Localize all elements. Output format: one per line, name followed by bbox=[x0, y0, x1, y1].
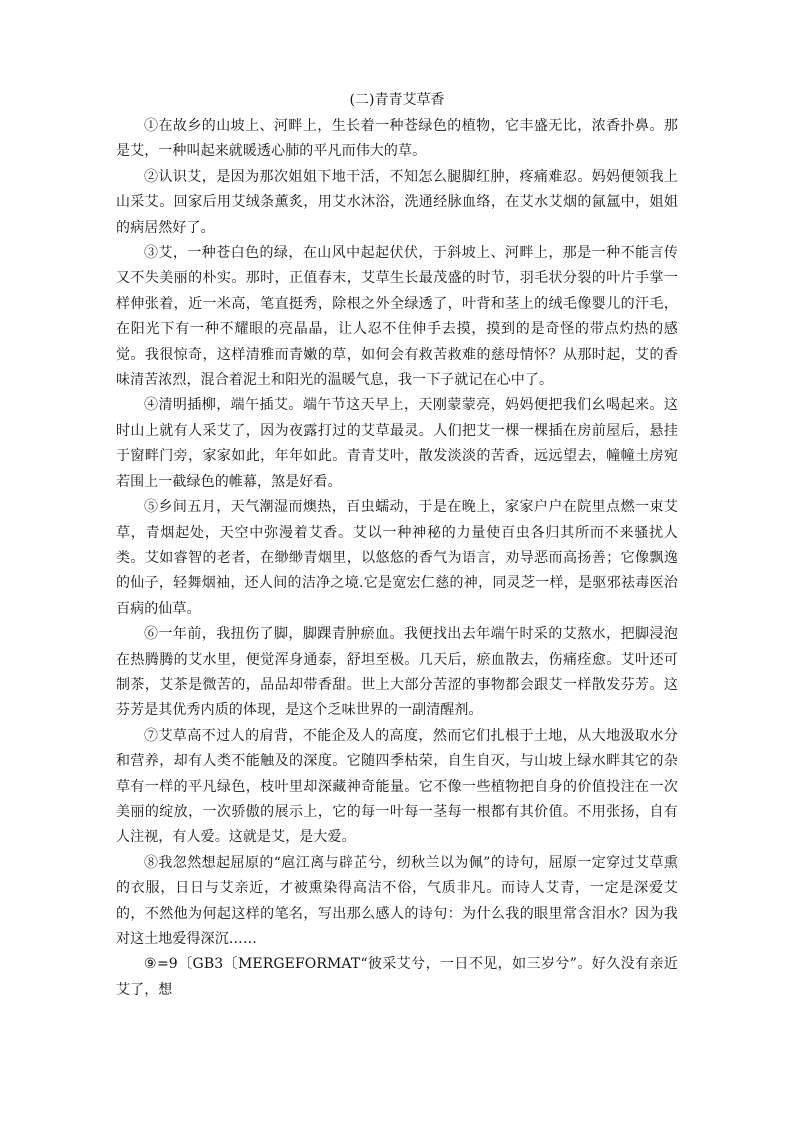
paragraph-3: ③艾，一种苍白色的绿，在山风中起起伏伏，于斜坡上、河畔上，那是一种不能言传又不失美丽的朴实。那时，正值春末，艾草生长最茂盛的时节，羽毛状分裂的叶片手掌一样伸张着，近一米高，笔直挺秀，除根之外全绿透了，叶背和茎上的绒毛像婴儿的汗毛，在阳光下有一种不耀眼的亮晶晶，让人忍不住伸手去摸，摸到的是奇怪的带点灼热的感觉。我很惊奇，这样清雅而青嫩的草，如何会有救苦救难的慈母情怀？从那时起，艾的香味清苦浓烈，混合着泥土和阳光的温暖气息，我一下子就记在心中了。 bbox=[116, 245, 678, 389]
article-title: (二)青青艾草香 bbox=[349, 92, 445, 108]
paragraph-2: ②认识艾，是因为那次姐姐下地干活，不知怎么腿脚红肿，疼痛难忍。妈妈便领我上山采艾。回家后用艾绒条薰炙，用艾水沐浴，洗通经脉血络，在艾水艾烟的氤氲中，姐姐的病居然好了。 bbox=[116, 168, 678, 236]
paragraph-1: ①在故乡的山坡上、河畔上，生长着一种苍绿色的植物，它丰盛无比，浓香扑鼻。那是艾，一种叫起来就暖透心肺的平凡而伟大的草。 bbox=[116, 118, 678, 160]
paragraph-5: ⑤乡间五月，天气潮湿而燠热，百虫蠕动，于是在晚上，家家户户在院里点燃一束艾草，青烟起处，天空中弥漫着艾香。艾以一种神秘的力量使百虫各归其所而不来骚扰人类。艾如睿智的老者，在缈缈青烟里，以悠悠的香气为语言，劝导恶而高扬善；它像飘逸的仙子，轻舞烟袖，还人间的洁净之境.它是宽宏仁慈的神，同灵芝一样，是驱邪祛毒医治百病的仙草。 bbox=[116, 499, 678, 617]
document-page bbox=[116, 90, 678, 1003]
paragraph-9: ⑨=9〔GB3〔MERGEFORMAT“彼采艾兮，一日不见，如三岁兮”。好久没有亲近艾了，想 bbox=[116, 956, 678, 998]
paragraph-7: ⑦艾草高不过人的肩背，不能企及人的高度，然而它们扎根于土地，从大地汲取水分和营养，却有人类不能触及的深度。它随四季枯荣，自生自灭，与山坡上绿水畔其它的杂草有一样的平凡绿色，枝叶里却深藏神奇能量。它不像一些植物把自身的价值投注在一次美丽的绽放，一次骄傲的展示上，它的每一叶每一茎每一根都有其价值。不用张扬，自有人注视，有人爱。这就是艾，是大爱。 bbox=[116, 727, 678, 846]
paragraph-4: ④清明插柳，端午插艾。端午节这天早上，天刚蒙蒙亮，妈妈便把我们幺喝起来。这时山上就有人采艾了，因为夜露打过的艾草最灵。人们把艾一棵一棵插在房前屋后，悬挂于窗畔门旁，家家如此，年年如此。青青艾叶，散发淡淡的苦香，远远望去，幢幢土房宛若围上一截绿色的帷幕，煞是好看。 bbox=[116, 397, 678, 490]
paragraph-6: ⑥一年前，我扭伤了脚，脚踝青肿瘀血。我便找出去年端午时采的艾熬水，把脚浸泡在热腾腾的艾水里，便觉浑身通泰，舒坦至极。几天后，瘀血散去，伤痛痊愈。艾叶还可制茶，艾茶是微苦的，品品却带香甜。世上大部分苦涩的事物都会跟艾一样散发芬芳。这芬芳是其优秀内质的体现，是这个乏味世界的一副清醒剂。 bbox=[116, 626, 678, 719]
paragraph-8: ⑧我忽然想起屈原的“扈江离与辟芷兮，纫秋兰以为佩”的诗句，屈原一定穿过艾草熏的衣服，日日与艾亲近，才被熏染得高洁不俗，气质非凡。而诗人艾青，一定是深爱艾的，不然他为何起这样的笔名，写出那么感人的诗句：为什么我的眼里常含泪水？因为我对这土地爱得深沉…… bbox=[116, 854, 678, 947]
